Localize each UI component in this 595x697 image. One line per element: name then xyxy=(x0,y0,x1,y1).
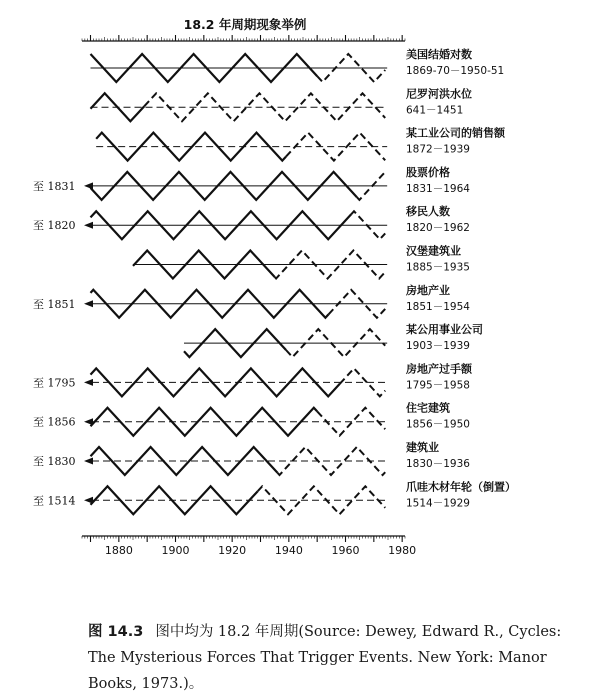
series-range: 1903－1939 xyxy=(406,340,470,353)
series-name: 爪哇木材年轮（倒置） xyxy=(406,480,516,494)
figure-number: 图 14.3 xyxy=(88,624,144,640)
x-tick-label: 1880 xyxy=(104,544,133,557)
x-tick-label: 1900 xyxy=(161,544,190,557)
x-tick-label: 1980 xyxy=(388,544,417,557)
series-from-label: 至 1851 xyxy=(33,297,76,311)
series-range: 1851－1954 xyxy=(406,300,470,313)
series-from-label: 至 1831 xyxy=(33,179,76,193)
figure-caption xyxy=(88,619,588,697)
x-tick-label: 1920 xyxy=(218,544,247,557)
top-axis xyxy=(82,35,405,41)
series-range: 1856－1950 xyxy=(406,418,470,431)
series-name: 某工业公司的销售额 xyxy=(406,126,505,140)
series-name: 房地产业 xyxy=(406,283,450,297)
bottom-axis xyxy=(82,536,416,557)
series-name: 汉堡建筑业 xyxy=(406,244,461,258)
series-from-label: 至 1830 xyxy=(33,455,76,468)
series-from-label: 至 1820 xyxy=(33,219,76,233)
series-row xyxy=(33,401,470,436)
series-from-label: 至 1514 xyxy=(33,494,76,508)
series-name: 移民人数 xyxy=(406,205,450,219)
series-arrow xyxy=(84,182,93,189)
series-range: 641－1451 xyxy=(406,104,464,117)
series-name: 美国结婚对数 xyxy=(406,48,472,61)
series-arrow xyxy=(84,379,93,386)
series-arrow xyxy=(84,497,93,504)
series-name: 股票价格 xyxy=(406,165,450,179)
series-row xyxy=(91,47,505,82)
series-from-label: 至 1795 xyxy=(33,376,76,390)
series-range: 1872－1939 xyxy=(406,143,470,156)
caption-text: 图中均为 18.2 年周期(Source: Dewey, Edward R., Cycles: The Mysterious Forces That Trigger Events. New York: Manor Books, 1973.)。 xyxy=(88,624,562,692)
series-arrow xyxy=(84,458,93,465)
series-arrow xyxy=(84,300,93,307)
series-row xyxy=(91,86,473,121)
series-name: 建筑业 xyxy=(406,441,439,454)
series-name: 房地产过手额 xyxy=(406,362,472,376)
series-range: 1830－1936 xyxy=(406,458,470,470)
series-row xyxy=(33,361,473,396)
series-layer xyxy=(33,47,516,514)
series-from-label: 至 1856 xyxy=(33,415,76,429)
series-row xyxy=(133,244,470,279)
series-row xyxy=(33,440,470,475)
series-range: 1869-70－1950-51 xyxy=(406,65,505,77)
series-range: 1795－1958 xyxy=(406,379,470,392)
x-tick-label: 1940 xyxy=(274,544,303,557)
series-range: 1831－1964 xyxy=(406,182,470,195)
series-line-projected xyxy=(258,486,386,514)
series-row xyxy=(96,126,506,161)
series-row xyxy=(33,204,470,239)
series-name: 住宅建筑 xyxy=(406,401,450,415)
series-range: 1820－1962 xyxy=(406,222,470,235)
series-row xyxy=(33,479,516,514)
series-row xyxy=(33,283,470,318)
chart-title: 18.2 年周期现象举例 xyxy=(183,17,307,32)
series-arrow xyxy=(84,418,93,425)
x-tick-label: 1960 xyxy=(331,544,360,557)
series-row xyxy=(184,322,483,357)
series-line-projected xyxy=(278,447,386,475)
series-range: 1885－1935 xyxy=(406,261,470,274)
series-arrow xyxy=(84,222,93,229)
series-name: 尼罗河洪水位 xyxy=(406,87,472,101)
series-range: 1514－1929 xyxy=(406,497,470,510)
series-name: 某公用事业公司 xyxy=(406,323,483,337)
series-row xyxy=(33,165,470,200)
